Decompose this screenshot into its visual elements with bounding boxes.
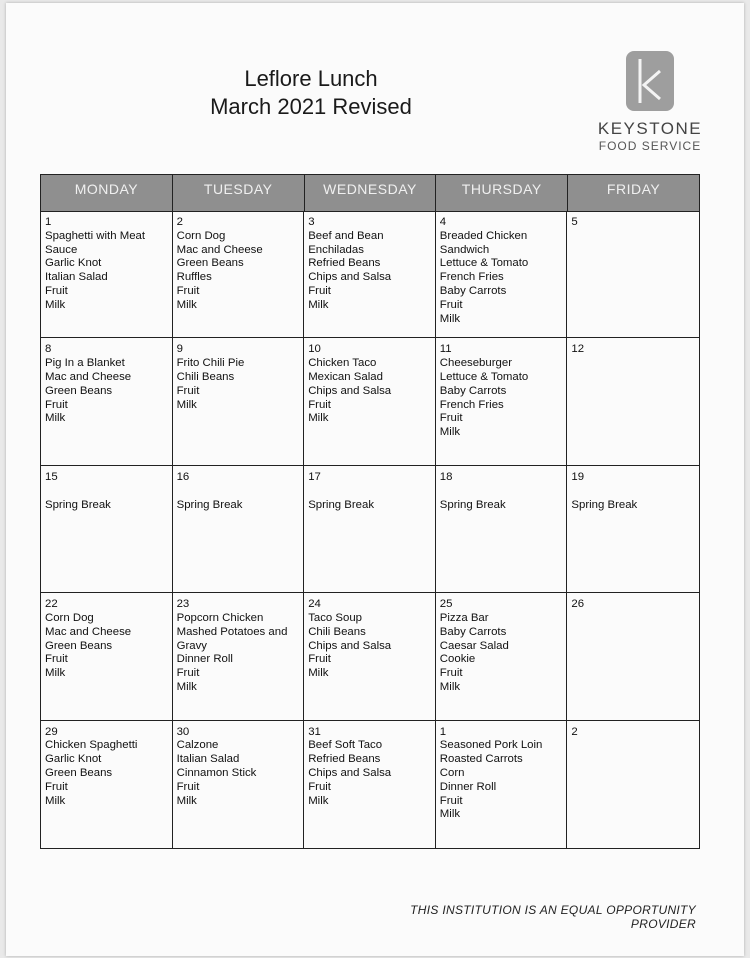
weekday-thursday: THURSDAY bbox=[436, 175, 568, 211]
menu-item: Corn bbox=[439, 766, 465, 779]
menu-item: Mac and Cheese bbox=[176, 243, 263, 256]
menu-item: Green Beans bbox=[45, 766, 113, 779]
menu-item: Milk bbox=[45, 667, 66, 680]
day-date: 23 bbox=[176, 598, 190, 611]
menu-item: Baby Carrots bbox=[439, 284, 507, 297]
logo-name: KEYSTONE bbox=[597, 119, 703, 138]
menu-item: Frito Chili Pie bbox=[176, 357, 245, 370]
menu-item: Cinnamon Stick bbox=[176, 766, 257, 779]
menu-item: Italian Salad bbox=[45, 271, 108, 284]
menu-item: Italian Salad bbox=[176, 753, 240, 766]
day-date: 1 bbox=[45, 216, 52, 228]
weekday-monday: MONDAY bbox=[41, 175, 173, 211]
day-cell bbox=[436, 211, 568, 338]
menu-item: French Fries bbox=[439, 398, 504, 411]
day-cell bbox=[41, 721, 173, 848]
menu-item: Fruit bbox=[439, 794, 463, 807]
day-date: 24 bbox=[308, 598, 321, 611]
day-cell bbox=[173, 338, 305, 465]
keystone-k-icon bbox=[626, 51, 674, 111]
spring-break-label: Spring Break bbox=[176, 498, 243, 511]
day-cell bbox=[567, 466, 699, 593]
menu-item: Baby Carrots bbox=[439, 625, 507, 638]
menu-item: Ruffles bbox=[176, 271, 212, 284]
menu-item: Green Beans bbox=[45, 639, 113, 652]
menu-item: Popcorn Chicken bbox=[176, 611, 264, 624]
menu-item: Lettuce & Tomato bbox=[439, 257, 529, 270]
menu-item: Spaghetti with Meat bbox=[45, 229, 146, 242]
day-cell bbox=[41, 466, 173, 593]
menu-item: Fruit bbox=[308, 284, 331, 297]
menu-item: Milk bbox=[176, 794, 197, 807]
day-date: 1 bbox=[439, 725, 447, 738]
menu-item: Fruit bbox=[45, 653, 68, 666]
menu-item: Mac and Cheese bbox=[45, 625, 132, 638]
weekday-tuesday: TUESDAY bbox=[173, 175, 305, 211]
menu-item: Fruit bbox=[176, 667, 200, 680]
menu-item: Green Beans bbox=[45, 384, 113, 397]
menu-item: Chips and Salsa bbox=[308, 766, 392, 779]
title-line-2: March 2021 Revised bbox=[210, 94, 412, 119]
menu-item: Milk bbox=[45, 794, 66, 807]
menu-item: Milk bbox=[439, 808, 461, 821]
spring-break-label: Spring Break bbox=[439, 498, 506, 511]
menu-item: Mexican Salad bbox=[308, 370, 383, 383]
menu-item: Fruit bbox=[45, 398, 68, 411]
title-line-1: Leflore Lunch bbox=[244, 66, 378, 91]
menu-item: Refried Beans bbox=[308, 257, 381, 270]
day-cell bbox=[567, 593, 699, 720]
day-cell bbox=[173, 211, 305, 338]
menu-item: Fruit bbox=[176, 284, 200, 297]
weekday-wednesday: WEDNESDAY bbox=[305, 175, 437, 211]
day-cell bbox=[41, 338, 173, 465]
day-date: 30 bbox=[176, 725, 190, 738]
menu-item: Roasted Carrots bbox=[439, 753, 523, 766]
menu-item: Taco Soup bbox=[308, 611, 363, 624]
menu-item: Seasoned Pork Loin bbox=[439, 739, 543, 752]
menu-item: Caesar Salad bbox=[439, 639, 509, 652]
day-date: 25 bbox=[439, 598, 453, 611]
menu-item: Fruit bbox=[439, 667, 463, 680]
menu-item: Milk bbox=[45, 412, 66, 425]
menu-item: Calzone bbox=[176, 739, 219, 752]
menu-item: Mac and Cheese bbox=[45, 370, 132, 383]
menu-item: Garlic Knot bbox=[45, 753, 102, 766]
day-date: 16 bbox=[176, 470, 190, 483]
day-date: 5 bbox=[571, 216, 578, 228]
menu-item: Mashed Potatoes and bbox=[176, 625, 288, 638]
day-date: 8 bbox=[45, 343, 52, 356]
menu-item: Milk bbox=[439, 312, 461, 325]
menu-item: Enchiladas bbox=[308, 243, 364, 256]
menu-item: French Fries bbox=[439, 271, 504, 284]
menu-item: Pizza Bar bbox=[439, 611, 489, 624]
equal-opportunity-footer: THIS INSTITUTION IS AN EQUAL OPPORTUNITY PROVIDER bbox=[410, 903, 696, 931]
day-date: 29 bbox=[45, 725, 58, 738]
keystone-logo bbox=[586, 47, 714, 159]
day-date: 2 bbox=[571, 725, 578, 738]
day-date: 26 bbox=[571, 598, 585, 611]
day-cell bbox=[173, 721, 305, 848]
menu-item: Milk bbox=[308, 667, 329, 680]
day-date: 9 bbox=[176, 343, 183, 356]
menu-item: Fruit bbox=[439, 412, 463, 425]
day-cell bbox=[567, 211, 699, 338]
day-cell bbox=[304, 721, 436, 848]
day-cell bbox=[436, 593, 568, 720]
day-cell bbox=[304, 338, 436, 465]
menu-item: Fruit bbox=[308, 780, 331, 793]
menu-item: Chicken Spaghetti bbox=[45, 739, 138, 752]
day-cell bbox=[436, 466, 568, 593]
day-cell bbox=[304, 466, 436, 593]
day-cell bbox=[436, 721, 568, 848]
logo-subtitle: FOOD SERVICE bbox=[598, 139, 702, 153]
day-cell bbox=[173, 466, 305, 593]
menu-item: Milk bbox=[308, 298, 329, 311]
day-date: 19 bbox=[571, 470, 585, 483]
spring-break-label: Spring Break bbox=[308, 498, 375, 511]
day-date: 31 bbox=[308, 725, 321, 738]
menu-item: Corn Dog bbox=[45, 611, 94, 624]
menu-item: Chicken Taco bbox=[308, 357, 377, 370]
menu-item: Fruit bbox=[308, 653, 331, 666]
page-title bbox=[186, 65, 436, 121]
menu-calendar bbox=[40, 174, 700, 849]
menu-item: Breaded Chicken bbox=[439, 229, 528, 242]
day-cell bbox=[173, 593, 305, 720]
menu-item: Fruit bbox=[176, 780, 200, 793]
calendar-grid bbox=[41, 211, 699, 848]
weekday-friday: FRIDAY bbox=[606, 181, 661, 197]
menu-item: Lettuce & Tomato bbox=[439, 370, 529, 383]
menu-item: Corn Dog bbox=[176, 229, 226, 242]
menu-item: Milk bbox=[439, 680, 461, 693]
day-date: 4 bbox=[439, 216, 447, 228]
menu-item: Pig In a Blanket bbox=[45, 357, 125, 370]
menu-item: Milk bbox=[176, 680, 197, 693]
menu-item: Gravy bbox=[176, 639, 207, 652]
day-date: 15 bbox=[45, 470, 58, 483]
menu-item: Beef and Bean bbox=[308, 229, 384, 242]
menu-item: Cheeseburger bbox=[439, 357, 512, 370]
menu-item: Fruit bbox=[439, 298, 463, 311]
menu-item: Dinner Roll bbox=[176, 653, 233, 666]
menu-item: Cookie bbox=[439, 653, 476, 666]
day-cell bbox=[567, 338, 699, 465]
day-date: 17 bbox=[308, 470, 321, 483]
menu-item: Milk bbox=[176, 398, 197, 411]
menu-item: Chili Beans bbox=[308, 625, 366, 638]
spring-break-label: Spring Break bbox=[45, 498, 111, 511]
menu-item: Baby Carrots bbox=[439, 384, 507, 397]
menu-item: Fruit bbox=[308, 398, 331, 411]
menu-item: Sauce bbox=[45, 243, 78, 256]
menu-item: Sandwich bbox=[439, 243, 490, 256]
menu-item: Milk bbox=[308, 794, 329, 807]
menu-page bbox=[6, 3, 744, 956]
day-date: 12 bbox=[571, 343, 585, 356]
weekday-header bbox=[41, 175, 699, 212]
day-date: 3 bbox=[308, 216, 315, 228]
menu-item: Milk bbox=[176, 298, 197, 311]
menu-item: Refried Beans bbox=[308, 753, 381, 766]
menu-item: Milk bbox=[45, 298, 66, 311]
menu-item: Fruit bbox=[45, 284, 68, 297]
menu-item: Milk bbox=[308, 412, 329, 425]
menu-item: Dinner Roll bbox=[439, 780, 497, 793]
day-date: 2 bbox=[176, 216, 183, 228]
menu-item: Milk bbox=[439, 426, 461, 439]
menu-item: Garlic Knot bbox=[45, 257, 102, 270]
day-cell bbox=[567, 721, 699, 848]
day-cell bbox=[41, 593, 173, 720]
menu-item: Chips and Salsa bbox=[308, 271, 392, 284]
day-cell bbox=[304, 211, 436, 338]
menu-item: Green Beans bbox=[176, 257, 244, 270]
menu-item: Chili Beans bbox=[176, 370, 235, 383]
spring-break-label: Spring Break bbox=[571, 498, 638, 511]
day-date: 11 bbox=[439, 343, 452, 356]
menu-item: Fruit bbox=[45, 780, 68, 793]
menu-item: Chips and Salsa bbox=[308, 639, 392, 652]
day-date: 18 bbox=[439, 470, 453, 483]
menu-item: Fruit bbox=[176, 384, 200, 397]
day-date: 22 bbox=[45, 598, 58, 611]
day-cell bbox=[436, 338, 568, 465]
menu-item: Chips and Salsa bbox=[308, 384, 392, 397]
day-cell bbox=[41, 211, 173, 338]
day-cell bbox=[304, 593, 436, 720]
day-date: 10 bbox=[308, 343, 321, 356]
menu-item: Beef Soft Taco bbox=[308, 739, 383, 752]
